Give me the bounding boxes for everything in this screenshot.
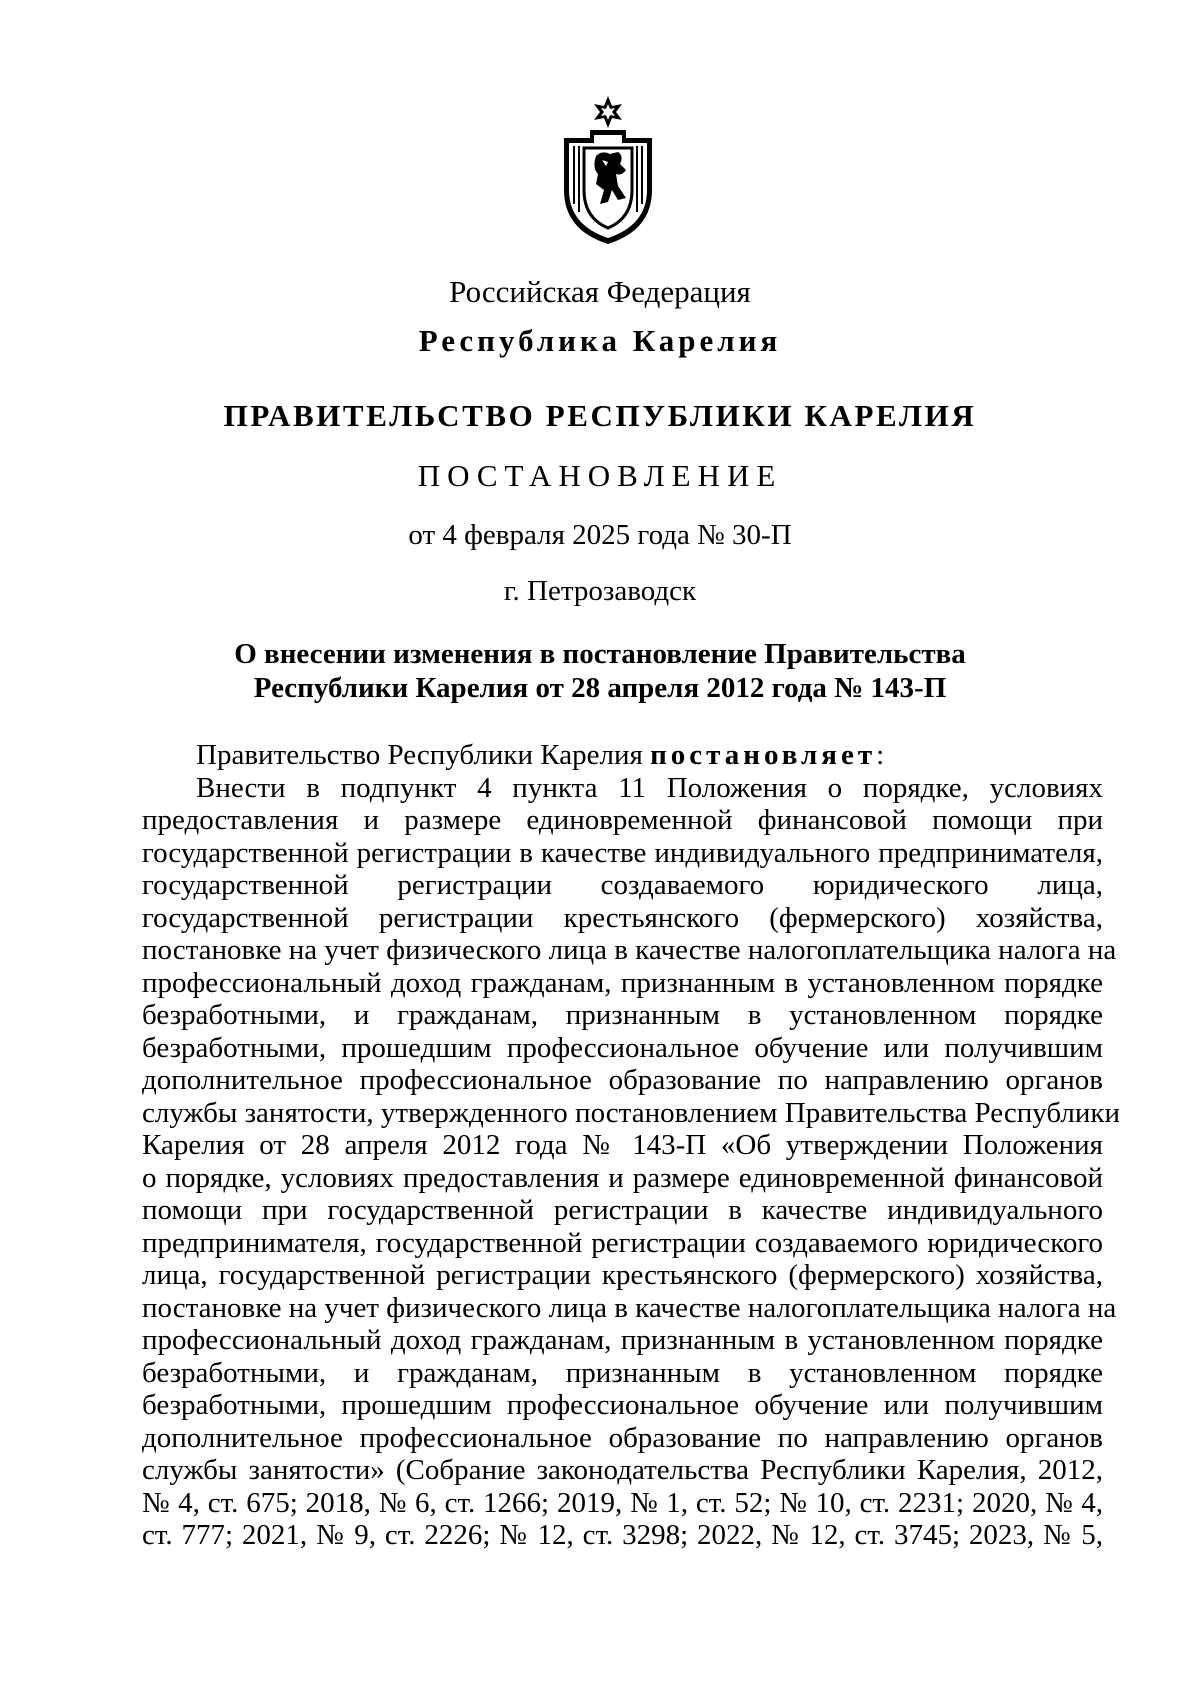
body-line: государственной регистрации крестьянского (фермерского) хозяйства, xyxy=(142,901,1103,934)
body-line: службы занятости» (Собрание законодательства Республики Карелия, 2012, xyxy=(142,1454,1103,1486)
document-title-line-2: Республики Карелия от 28 апреля 2012 года № 143-П xyxy=(253,672,947,704)
body-line: государственной регистрации в качестве индивидуального предпринимателя, xyxy=(142,836,1103,869)
body-line: № 4, ст. 675; 2018, № 6, ст. 1266; 2019, № 1, ст. 52; № 10, ст. 2231; 2020, № 4, xyxy=(142,1486,1103,1519)
body-line: дополнительное профессиональное образование по направлению органов xyxy=(142,1421,1103,1454)
body-line: безработными, и гражданам, признанным в установленном порядке xyxy=(142,1356,1103,1389)
body-line: государственной регистрации создаваемого юридического лица, xyxy=(142,869,1103,901)
republic-name: Республика Карелия xyxy=(418,323,782,358)
karelia-coat-of-arms-icon xyxy=(556,94,660,246)
document-type: ПОСТАНОВЛЕНИЕ xyxy=(417,458,783,493)
body-line: службы занятости, утвержденного постановлением Правительства Республики xyxy=(142,1096,1120,1129)
intro-prefix: Правительство Республики Карелия xyxy=(196,739,651,771)
body-line: профессиональный доход гражданам, признанным в установленном порядке xyxy=(142,1324,1103,1356)
document-body xyxy=(142,739,1120,1552)
body-line: предоставления и размере единовременной финансовой помощи при xyxy=(142,804,1103,836)
body-line: дополнительное профессиональное образование по направлению органов xyxy=(142,1064,1103,1096)
body-line: о порядке, условиях предоставления и размере единовременной финансовой xyxy=(142,1161,1103,1194)
document-city: г. Петрозаводск xyxy=(503,575,697,607)
body-line: Внести в подпункт 4 пункта 11 Положения о порядке, условиях xyxy=(196,771,1103,804)
document-date-number: от 4 февраля 2025 года № 30-П xyxy=(408,519,792,551)
country-name: Российская Федерация xyxy=(449,274,751,309)
body-line: предпринимателя, государственной регистрации создаваемого юридического xyxy=(142,1226,1103,1259)
document-title-line-1: О внесении изменения в постановление Правительства xyxy=(234,638,966,670)
document-title xyxy=(0,637,1200,705)
body-line: безработными, прошедшим профессиональное обучение или получившим xyxy=(142,1031,1103,1064)
intro-verb: постановляет xyxy=(650,739,877,771)
government-name: ПРАВИТЕЛЬСТВО РЕСПУБЛИКИ КАРЕЛИЯ xyxy=(223,398,977,433)
intro-suffix: : xyxy=(876,739,885,771)
body-line: ст. 777; 2021, № 9, ст. 2226; № 12, ст. 3298; 2022, № 12, ст. 3745; 2023, № 5, xyxy=(142,1519,1103,1551)
body-line: постановке на учет физического лица в качестве налогоплательщика налога на xyxy=(142,934,1117,966)
body-line: Карелия от 28 апреля 2012 года № 143-П «Об утверждении Положения xyxy=(142,1129,1103,1161)
body-line: безработными, прошедшим профессиональное обучение или получившим xyxy=(142,1389,1103,1421)
body-line: постановке на учет физического лица в качестве налогоплательщика налога на xyxy=(142,1291,1117,1324)
body-line: профессиональный доход гражданам, признанным в установленном порядке xyxy=(142,966,1103,999)
body-line: помощи при государственной регистрации в качестве индивидуального xyxy=(142,1194,1103,1226)
body-line: лица, государственной регистрации крестьянского (фермерского) хозяйства, xyxy=(142,1259,1103,1291)
body-line: безработными, и гражданам, признанным в установленном порядке xyxy=(142,999,1103,1031)
body-intro xyxy=(142,739,1103,772)
